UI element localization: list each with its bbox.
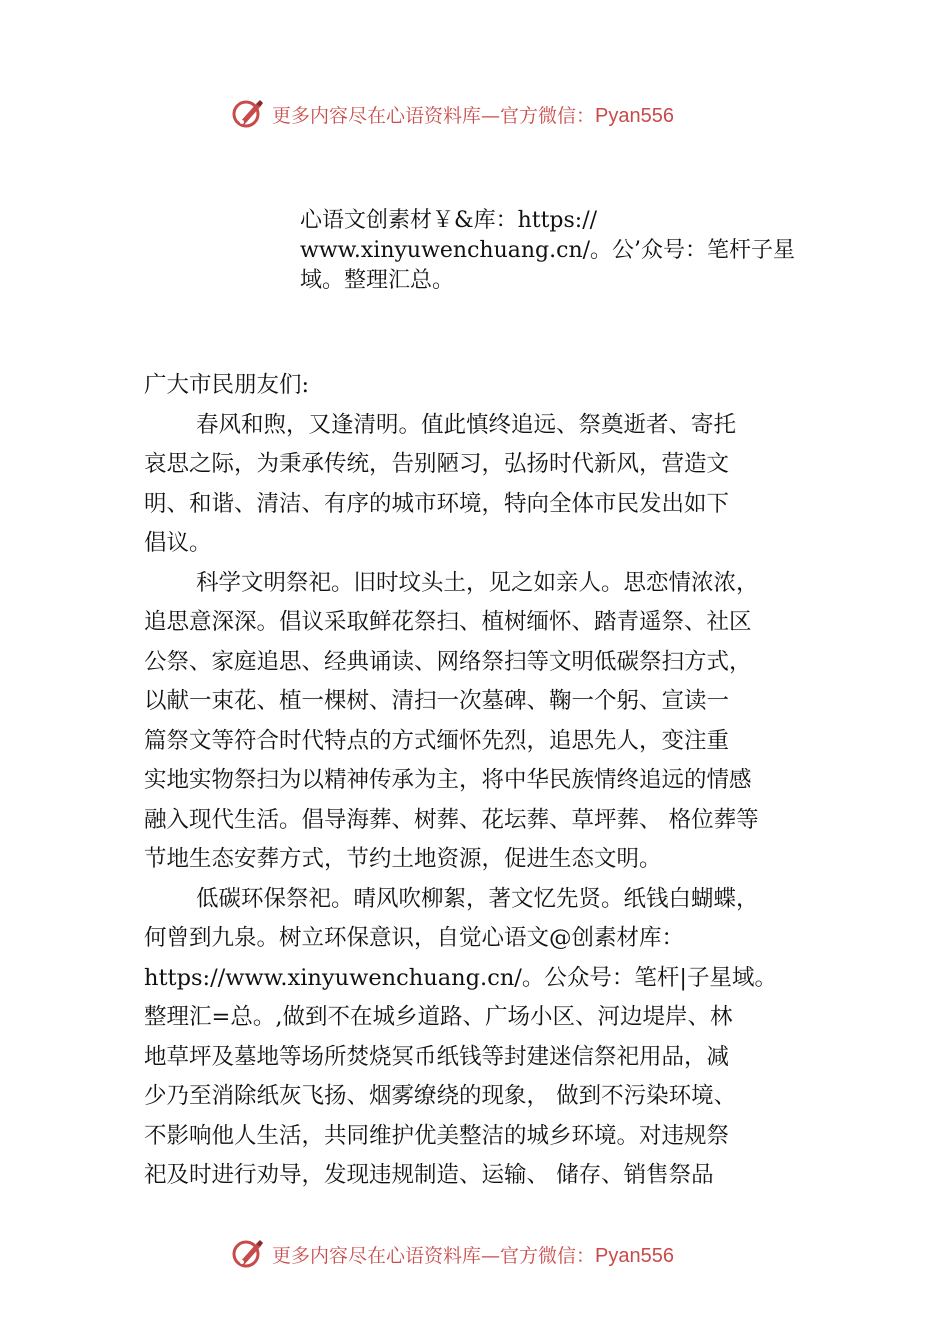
source-note-line: 心语文创素材￥&库：https:// xyxy=(300,208,598,233)
source-note-line: www.xinyuwenchuang.cn/。公’众号：笔杆子星 xyxy=(300,238,796,263)
paragraph-civilized-sacrifice xyxy=(144,564,834,880)
paragraph-line: 科学文明祭祀。旧时坟头土，见之如亲人。思恋情浓浓， xyxy=(196,569,759,596)
header-banner-main: 更多内容尽在心语资料库 xyxy=(272,104,482,127)
document-body xyxy=(144,366,834,1196)
header-banner-dash: — xyxy=(481,104,501,127)
source-note-line: 域。整理汇总。 xyxy=(300,268,455,293)
footer-banner-wechat-id: Pyan556 xyxy=(595,1244,674,1267)
paragraph-line: 哀思之际，为秉承传统，告别陋习，弘扬时代新风，营造文 xyxy=(144,451,730,477)
paragraph-line: 篇祭文等符合时代特点的方式缅怀先烈，追思先人，变注重 xyxy=(144,727,730,754)
footer-banner-dash: — xyxy=(481,1244,501,1267)
paragraph-intro xyxy=(144,406,834,564)
paragraph-line: 公祭、家庭追思、经典诵读、网络祭扫等文明低碳祭扫方式， xyxy=(144,648,752,675)
paragraph-line: 明、和谐、清洁、有序的城市环境，特向全体市民发出如下 xyxy=(144,490,730,517)
paragraph-line: 不影响他人生活，共同维护优美整洁的城乡环境。对违规祭 xyxy=(144,1122,730,1149)
header-banner xyxy=(230,92,750,136)
paragraph-line: 少乃至消除纸灰飞扬、烟雾缭绕的现象， 做到不污染环境、 xyxy=(144,1083,737,1109)
paragraph-line: 以献一束花、植一棵树、清扫一次墓碑、鞠一个躬、宣读一 xyxy=(144,688,730,714)
pen-logo-icon xyxy=(230,1236,266,1272)
pen-logo-icon xyxy=(230,96,266,132)
header-banner-official: 官方微信： xyxy=(500,104,596,127)
footer-banner-text xyxy=(272,1241,674,1268)
paragraph-line: 祀及时进行劝导，发现违规制造、运输、 储存、销售祭品 xyxy=(144,1162,714,1188)
paragraph-line: 春风和煦，又逢清明。值此慎终追远、祭奠逝者、寄托 xyxy=(196,411,737,438)
paragraph-line: 低碳环保祭祀。晴风吹柳絮，著文忆先贤。纸钱白蝴蝶， xyxy=(196,885,759,912)
paragraph-line: 地草坪及墓地等场所焚烧冥币纸钱等封建迷信祭祀用品，减 xyxy=(144,1043,730,1070)
paragraph-low-carbon-sacrifice xyxy=(144,880,834,1196)
paragraph-line: https://www.xinyuwenchuang.cn/。公众号：笔杆|子星域。 xyxy=(144,964,777,991)
paragraph-line: 融入现代生活。倡导海葬、树葬、花坛葬、草坪葬、 格位葬等 xyxy=(144,806,759,833)
paragraph-line: 实地实物祭扫为以精神传承为主，将中华民族情终追远的情感 xyxy=(144,767,752,793)
paragraph-line: 倡议。 xyxy=(144,530,212,556)
paragraph-line: 何曾到九泉。树立环保意识，自觉心语文@创素材库： xyxy=(144,925,685,951)
paragraph-line: 整理汇=总。,做到不在城乡道路、广场小区、河边堤岸、林 xyxy=(144,1004,733,1030)
paragraph-line: 追思意深深。倡议采取鲜花祭扫、植树缅怀、踏青遥祭、社区 xyxy=(144,609,752,635)
source-note xyxy=(300,206,840,296)
header-banner-wechat-id: Pyan556 xyxy=(595,104,674,127)
greeting: 广大市民朋友们: xyxy=(144,372,310,398)
footer-banner-main: 更多内容尽在心语资料库 xyxy=(272,1244,482,1267)
paragraph-line: 节地生态安葬方式，节约土地资源，促进生态文明。 xyxy=(144,846,662,872)
footer-banner-official: 官方微信： xyxy=(500,1244,596,1267)
header-banner-text xyxy=(272,101,674,128)
footer-banner xyxy=(230,1232,750,1276)
